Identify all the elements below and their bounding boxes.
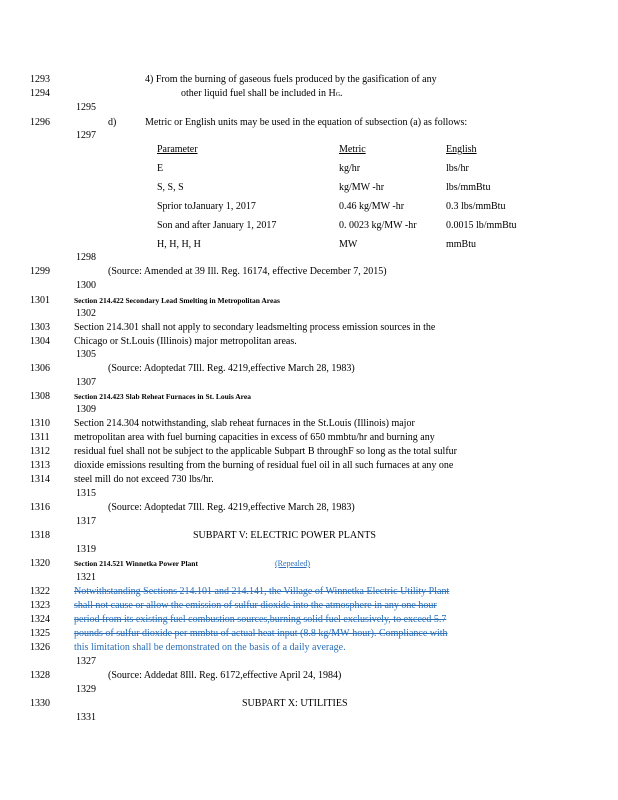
- source-note: (Source: Amended at 39 Ill. Reg. 16174, effective December 7, 2015): [108, 266, 387, 277]
- line-number: 1303: [30, 322, 50, 333]
- line-text: other liquid fuel shall be included in H: [181, 88, 336, 99]
- line-number: 1306: [30, 363, 50, 374]
- line-number: 1322: [30, 586, 50, 597]
- line-number: 1297: [76, 130, 96, 141]
- section-heading: Section 214.423 Slab Reheat Furnaces in St. Louis Area: [74, 392, 251, 401]
- paragraph-text: dioxide emissions resulting from the burning of residual fuel oil in all such furnaces at any one: [74, 460, 454, 471]
- line-number: 1304: [30, 336, 50, 347]
- line-number: 1298: [76, 252, 96, 263]
- table-cell: 0.3 lbs/mmBtu: [446, 201, 506, 212]
- line-number: 1294: [30, 88, 50, 99]
- struck-text: period from its existing fuel combustion sources,burning solid fuel exclusively, to exceed 5.7: [74, 614, 447, 625]
- line-number: 1327: [76, 656, 96, 667]
- line-number: 1293: [30, 74, 50, 85]
- item-label: d): [108, 117, 117, 128]
- line-number: 1324: [30, 614, 50, 625]
- period: .: [340, 88, 343, 99]
- line-number: 1325: [30, 628, 50, 639]
- line-number: 1326: [30, 642, 50, 653]
- line-number: 1318: [30, 530, 50, 541]
- source-note: (Source: Addedat 8Ill. Reg. 6172,effective April 24, 1984): [108, 670, 342, 681]
- list-item-text: 4) From the burning of gaseous fuels produced by the gasification of any: [145, 74, 437, 85]
- line-number: 1302: [76, 308, 96, 319]
- table-cell: kg/MW -hr: [339, 182, 385, 193]
- line-number: 1310: [30, 418, 50, 429]
- table-cell: Sprior toJanuary 1, 2017: [157, 201, 256, 212]
- struck-text-end: this limitation shall be demonstrated on the basis of a daily average.: [74, 642, 346, 653]
- paragraph-text: residual fuel shall not be subject to the applicable Subpart B throughF so long as the total sulfur: [74, 446, 457, 457]
- table-cell: H, H, H, H: [157, 239, 201, 250]
- line-number: 1311: [30, 432, 50, 443]
- table-cell: S, S, S: [157, 182, 184, 193]
- line-number: 1319: [76, 544, 96, 555]
- source-note: (Source: Adoptedat 7Ill. Reg. 4219,effective March 28, 1983): [108, 502, 355, 513]
- table-cell: MW: [339, 239, 358, 250]
- line-number: 1329: [76, 684, 96, 695]
- table-header-english: English: [446, 144, 477, 155]
- subpart-heading: SUBPART X: UTILITIES: [242, 698, 348, 709]
- table-cell: 0.0015 lb/mmBtu: [446, 220, 517, 231]
- table-cell: lbs/hr: [446, 163, 469, 174]
- line-number: 1313: [30, 460, 50, 471]
- line-number: 1299: [30, 266, 50, 277]
- table-cell: 0.46 kg/MW -hr: [339, 201, 405, 212]
- paragraph-text: Section 214.304 notwithstanding, slab reheat furnaces in the St.Louis (Illinois) major: [74, 418, 415, 429]
- table-cell: 0. 0023 kg/MW -hr: [339, 220, 417, 231]
- paragraph-text: steel mill do not exceed 730 lbs/hr.: [74, 474, 214, 485]
- line-number: 1301: [30, 295, 50, 306]
- table-header-parameter: Parameter: [157, 144, 198, 155]
- list-item-text-continued: [181, 88, 343, 101]
- line-number: 1323: [30, 600, 50, 611]
- table-cell: E: [157, 163, 164, 174]
- table-cell: mmBtu: [446, 239, 477, 250]
- subpart-heading: SUBPART V: ELECTRIC POWER PLANTS: [193, 530, 376, 541]
- paragraph-text: metropolitan area with fuel burning capacities in excess of 650 mmbtu/hr and burning any: [74, 432, 435, 443]
- struck-text: Notwithstanding Sections 214.101 and 214.141, the Village of Winnetka Electric Utility Plant: [74, 586, 450, 597]
- line-number: 1309: [76, 404, 96, 415]
- line-number: 1305: [76, 349, 96, 360]
- struck-text: shall not cause or allow the emission of sulfur dioxide into the atmosphere in any one hour: [74, 600, 437, 611]
- table-cell: Son and after January 1, 2017: [157, 220, 277, 231]
- table-cell: kg/hr: [339, 163, 361, 174]
- table-cell: lbs/mmBtu: [446, 182, 491, 193]
- line-number: 1320: [30, 558, 50, 569]
- repealed-label: (Repealed): [275, 559, 311, 568]
- line-number: 1331: [76, 712, 96, 723]
- struck-text: pounds of sulfur dioxide per mmbtu of actual heat input (8.8 kg/MW-hour). Compliance with: [74, 628, 448, 639]
- paragraph-text: Section 214.301 shall not apply to secondary leadsmelting process emission sources in the: [74, 322, 436, 333]
- paragraph-text: Chicago or St.Louis (Illinois) major metropolitan areas.: [74, 336, 297, 347]
- subscript: G: [335, 92, 341, 98]
- line-number: 1300: [76, 280, 96, 291]
- line-number: 1314: [30, 474, 50, 485]
- table-header-metric: Metric: [339, 144, 366, 155]
- line-number: 1321: [76, 572, 96, 583]
- section-heading: Section 214.422 Secondary Lead Smelting in Metropolitan Areas: [74, 296, 280, 305]
- line-number: 1308: [30, 391, 50, 402]
- line-number: 1307: [76, 377, 96, 388]
- line-number: 1312: [30, 446, 50, 457]
- line-number: 1315: [76, 488, 96, 499]
- line-number: 1330: [30, 698, 50, 709]
- line-number: 1317: [76, 516, 96, 527]
- line-number: 1295: [76, 102, 96, 113]
- line-number: 1296: [30, 117, 50, 128]
- line-number: 1316: [30, 502, 50, 513]
- paragraph-text: Metric or English units may be used in the equation of subsection (a) as follows:: [145, 117, 468, 128]
- source-note: (Source: Adoptedat 7Ill. Reg. 4219,effective March 28, 1983): [108, 363, 355, 374]
- section-heading: Section 214.521 Winnetka Power Plant: [74, 559, 198, 568]
- line-number: 1328: [30, 670, 50, 681]
